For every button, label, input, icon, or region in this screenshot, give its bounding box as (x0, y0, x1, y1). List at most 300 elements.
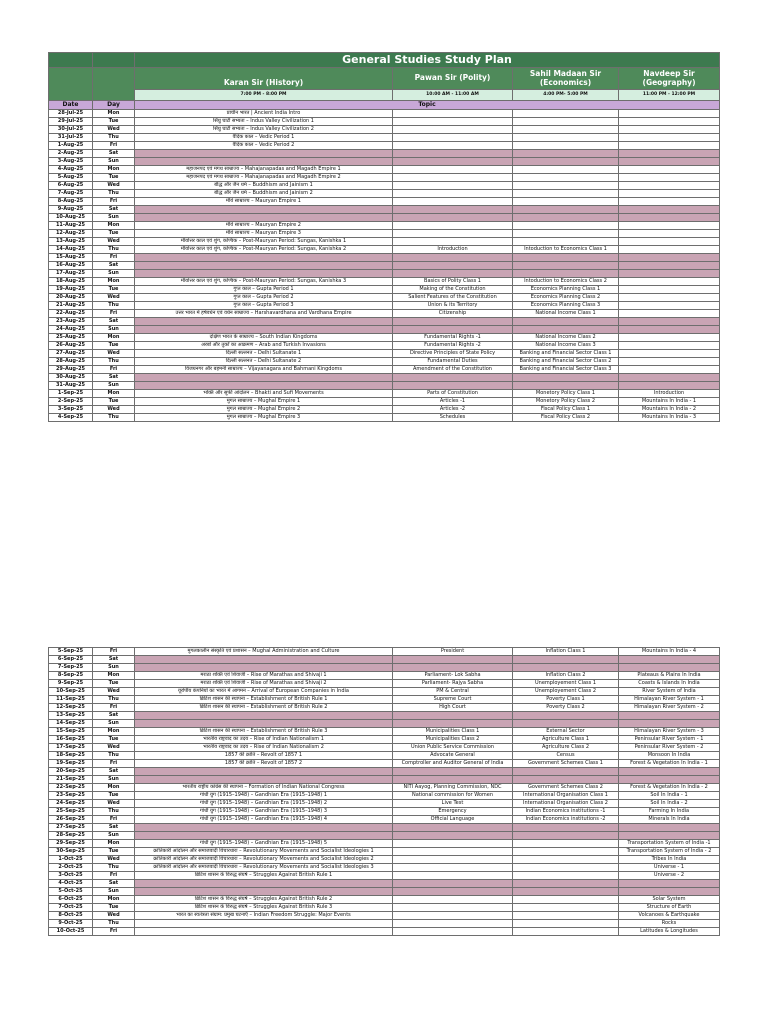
polity-topic-cell: Supreme Court (393, 696, 513, 704)
day-cell: Wed (93, 688, 135, 696)
page-title: General Studies Study Plan (135, 53, 720, 68)
polity-topic-cell (393, 182, 513, 190)
day-cell: Mon (93, 110, 135, 118)
weekend-row (49, 776, 720, 784)
weekend-row (49, 150, 720, 158)
day-cell: Tue (93, 792, 135, 800)
polity-topic-cell (393, 848, 513, 856)
economics-topic-cell (513, 904, 619, 912)
economics-topic-cell (513, 238, 619, 246)
history-topic-cell: गुप्त काल – Gupta Period 3 (135, 302, 393, 310)
history-topic-cell (135, 254, 393, 262)
table-row (49, 238, 720, 246)
polity-topic-cell (393, 270, 513, 278)
table-row (49, 166, 720, 174)
economics-topic-cell (513, 824, 619, 832)
history-topic-cell (135, 664, 393, 672)
economics-topic-cell: Agriculture Class 2 (513, 744, 619, 752)
polity-topic-cell: Municipalities Class 1 (393, 728, 513, 736)
table-row (49, 230, 720, 238)
polity-topic-cell: Articles -2 (393, 406, 513, 414)
polity-topic-cell: Official Language (393, 816, 513, 824)
polity-topic-cell: Advocate General (393, 752, 513, 760)
date-cell: 12-Aug-25 (49, 230, 93, 238)
table-row (49, 680, 720, 688)
day-cell: Wed (93, 406, 135, 414)
geography-topic-cell (619, 334, 720, 342)
table-row (49, 688, 720, 696)
geography-topic-cell (619, 310, 720, 318)
polity-topic-cell: High Court (393, 704, 513, 712)
geography-topic-cell: Structure of Earth (619, 904, 720, 912)
table-row (49, 648, 720, 656)
polity-topic-cell (393, 190, 513, 198)
history-topic-cell (135, 888, 393, 896)
geography-topic-cell (619, 712, 720, 720)
economics-topic-cell: Agriculture Class 1 (513, 736, 619, 744)
date-cell: 1-Sep-25 (49, 390, 93, 398)
table-row (49, 816, 720, 824)
day-cell: Wed (93, 744, 135, 752)
polity-topic-cell (393, 864, 513, 872)
polity-topic-cell (393, 840, 513, 848)
day-cell: Tue (93, 848, 135, 856)
day-cell: Wed (93, 126, 135, 134)
history-topic-cell: भारत का स्वतंत्रता संग्राम: प्रमुख घटनाएँ – Indian Freedom Struggle: Major Events (135, 912, 393, 920)
table-row (49, 696, 720, 704)
geography-topic-cell (619, 664, 720, 672)
day-cell: Sat (93, 880, 135, 888)
history-topic-cell (135, 768, 393, 776)
history-topic-cell: अरबों और तुर्कों का आक्रमण – Arab and Turkish Invasions (135, 342, 393, 350)
polity-topic-cell (393, 880, 513, 888)
economics-topic-cell: International Organisation Class 1 (513, 792, 619, 800)
economics-topic-cell: Inflation Class 2 (513, 672, 619, 680)
day-cell: Wed (93, 294, 135, 302)
table-row (49, 784, 720, 792)
history-topic-cell (135, 928, 393, 936)
table-row (49, 398, 720, 406)
economics-topic-cell (513, 382, 619, 390)
economics-topic-cell (513, 206, 619, 214)
date-cell: 16-Aug-25 (49, 262, 93, 270)
economics-topic-cell (513, 768, 619, 776)
table-row (49, 110, 720, 118)
day-cell: Sat (93, 768, 135, 776)
polity-topic-cell (393, 904, 513, 912)
table-row (49, 134, 720, 142)
polity-topic-cell: Live Test (393, 800, 513, 808)
table-row (49, 704, 720, 712)
table-row (49, 840, 720, 848)
geography-topic-cell (619, 182, 720, 190)
date-cell: 13-Aug-25 (49, 238, 93, 246)
weekend-row (49, 832, 720, 840)
date-cell: 3-Sep-25 (49, 406, 93, 414)
geography-topic-cell: Latitudes & Longitudes (619, 928, 720, 936)
polity-topic-cell (393, 142, 513, 150)
economics-topic-cell (513, 142, 619, 150)
day-column-header: Day (93, 101, 135, 110)
day-cell: Sat (93, 374, 135, 382)
economics-topic-cell (513, 198, 619, 206)
date-cell: 22-Aug-25 (49, 310, 93, 318)
history-topic-cell: गुप्त काल – Gupta Period 2 (135, 294, 393, 302)
geography-time-slot: 11:00 PM - 12:00 PM (619, 90, 720, 101)
geography-topic-cell (619, 198, 720, 206)
day-cell: Fri (93, 198, 135, 206)
polity-topic-cell (393, 110, 513, 118)
day-cell: Thu (93, 246, 135, 254)
economics-topic-cell (513, 864, 619, 872)
table-row (49, 222, 720, 230)
geography-topic-cell (619, 374, 720, 382)
history-topic-cell: ब्रिटिश शासन की स्थापना – Establishment of British Rule 1 (135, 696, 393, 704)
polity-time-slot: 10:00 AM - 11:00 AM (393, 90, 513, 101)
day-cell: Mon (93, 334, 135, 342)
history-topic-cell: प्राचीन भारत | Ancient India Intro (135, 110, 393, 118)
geography-topic-cell (619, 358, 720, 366)
history-topic-cell: महाजनपद एवं मगध साम्राज्य – Mahajanapadas and Magadh Empire 1 (135, 166, 393, 174)
history-topic-cell: दिल्ली सल्तनत – Delhi Sultanate 2 (135, 358, 393, 366)
history-topic-cell: मराठा शक्ति एवं शिवाजी – Rise of Marathas and Shivaji 2 (135, 680, 393, 688)
economics-topic-cell: Banking and Financial Sector Class 1 (513, 350, 619, 358)
date-cell: 18-Aug-25 (49, 278, 93, 286)
economics-topic-cell (513, 880, 619, 888)
weekend-row (49, 262, 720, 270)
day-cell: Thu (93, 190, 135, 198)
day-cell: Mon (93, 166, 135, 174)
day-cell: Mon (93, 840, 135, 848)
table-row (49, 744, 720, 752)
day-cell: Mon (93, 222, 135, 230)
geography-topic-cell: Volcanoes & Earthquake (619, 912, 720, 920)
polity-topic-cell (393, 824, 513, 832)
day-cell: Thu (93, 864, 135, 872)
geography-topic-cell (619, 382, 720, 390)
date-cell: 29-Sep-25 (49, 840, 93, 848)
geography-topic-cell (619, 206, 720, 214)
economics-topic-cell: External Sector (513, 728, 619, 736)
day-cell: Thu (93, 358, 135, 366)
geography-topic-cell (619, 134, 720, 142)
polity-topic-cell: Union Public Service Commission (393, 744, 513, 752)
polity-topic-cell: President (393, 648, 513, 656)
weekend-row (49, 720, 720, 728)
history-topic-cell: भक्ति और सूफी आंदोलन – Bhakti and Sufi Movements (135, 390, 393, 398)
economics-topic-cell: Fiscal Policy Class 2 (513, 414, 619, 422)
day-cell: Sat (93, 206, 135, 214)
geography-topic-cell: Transportation System of India -1 (619, 840, 720, 848)
polity-topic-cell: PM & Central (393, 688, 513, 696)
weekend-row (49, 382, 720, 390)
table-row (49, 118, 720, 126)
history-topic-cell: दिल्ली सल्तनत – Delhi Sultanate 1 (135, 350, 393, 358)
table-row (49, 302, 720, 310)
history-topic-cell: उत्तर भारत में हर्षवर्धन एवं वर्धन साम्राज्य – Harshavardhana and Vardhana Empire (135, 310, 393, 318)
day-cell: Wed (93, 238, 135, 246)
economics-topic-cell: Government Schemes Class 1 (513, 760, 619, 768)
history-topic-cell (135, 270, 393, 278)
table-row (49, 808, 720, 816)
date-cell: 3-Oct-25 (49, 872, 93, 880)
geography-topic-cell: Monsoon In India (619, 752, 720, 760)
economics-topic-cell: National Income Class 2 (513, 334, 619, 342)
date-cell: 20-Sep-25 (49, 768, 93, 776)
history-topic-cell: मौर्य साम्राज्य – Mauryan Empire 2 (135, 222, 393, 230)
economics-topic-cell (513, 920, 619, 928)
geography-topic-cell: Mountains In India - 1 (619, 398, 720, 406)
history-topic-cell: मुगल साम्राज्य – Mughal Empire 1 (135, 398, 393, 406)
economics-topic-cell (513, 856, 619, 864)
date-cell: 24-Aug-25 (49, 326, 93, 334)
polity-topic-cell (393, 326, 513, 334)
history-topic-cell: मौर्य साम्राज्य – Mauryan Empire 3 (135, 230, 393, 238)
day-cell: Sun (93, 720, 135, 728)
date-cell: 1-Aug-25 (49, 142, 93, 150)
geography-topic-cell: Peninsular River System - 1 (619, 736, 720, 744)
economics-topic-cell (513, 214, 619, 222)
table-row (49, 390, 720, 398)
history-topic-cell: मौर्योत्तर काल एवं शुंग, कण्विक – Post-Mauryan Period: Sungas, Kanishka 1 (135, 238, 393, 246)
day-cell: Wed (93, 182, 135, 190)
date-cell: 3-Aug-25 (49, 158, 93, 166)
polity-topic-cell (393, 158, 513, 166)
geography-topic-cell (619, 126, 720, 134)
day-cell: Tue (93, 904, 135, 912)
economics-topic-cell (513, 230, 619, 238)
date-cell: 6-Aug-25 (49, 182, 93, 190)
weekend-row (49, 824, 720, 832)
economics-topic-cell (513, 134, 619, 142)
history-topic-cell: सिंधु घाटी सभ्यता – Indus Valley Civilization 1 (135, 118, 393, 126)
date-cell: 14-Sep-25 (49, 720, 93, 728)
day-cell: Tue (93, 398, 135, 406)
history-topic-cell: ब्रिटिश शासन की स्थापना – Establishment of British Rule 3 (135, 728, 393, 736)
economics-topic-cell (513, 912, 619, 920)
weekend-row (49, 768, 720, 776)
day-cell: Sun (93, 832, 135, 840)
geography-topic-cell (619, 656, 720, 664)
date-cell: 26-Sep-25 (49, 816, 93, 824)
polity-topic-cell (393, 768, 513, 776)
date-cell: 10-Aug-25 (49, 214, 93, 222)
economics-topic-cell (513, 166, 619, 174)
table-row (49, 182, 720, 190)
table-row (49, 672, 720, 680)
day-cell: Sun (93, 270, 135, 278)
geography-topic-cell (619, 350, 720, 358)
polity-topic-cell: Directive Principles of State Policy (393, 350, 513, 358)
geography-topic-cell (619, 832, 720, 840)
day-cell: Sun (93, 214, 135, 222)
polity-topic-cell: Fundamental Duties (393, 358, 513, 366)
table-row (49, 912, 720, 920)
geography-topic-cell (619, 254, 720, 262)
economics-topic-cell: Intoduction to Economics Class 1 (513, 246, 619, 254)
economics-topic-cell: Government Schemes Class 2 (513, 784, 619, 792)
history-topic-cell (135, 824, 393, 832)
weekend-row (49, 318, 720, 326)
history-topic-cell: भारतीय राष्ट्रवाद का उदय – Rise of Indian Nationalism 1 (135, 736, 393, 744)
weekend-row (49, 880, 720, 888)
economics-topic-cell (513, 656, 619, 664)
day-cell: Tue (93, 230, 135, 238)
day-cell: Sun (93, 776, 135, 784)
day-cell: Wed (93, 912, 135, 920)
date-cell: 4-Aug-25 (49, 166, 93, 174)
history-topic-cell: वैदिक काल – Vedic Period 2 (135, 142, 393, 150)
day-cell: Fri (93, 760, 135, 768)
economics-topic-cell: Poverty Class 1 (513, 696, 619, 704)
day-cell: Tue (93, 736, 135, 744)
date-cell: 29-Jul-25 (49, 118, 93, 126)
date-cell: 19-Aug-25 (49, 286, 93, 294)
history-topic-cell (135, 318, 393, 326)
table-row (49, 896, 720, 904)
geography-topic-cell (619, 222, 720, 230)
history-topic-cell: ब्रिटिश शासन के विरुद्ध संघर्ष – Struggles Against British Rule 3 (135, 904, 393, 912)
history-topic-cell (135, 326, 393, 334)
economics-topic-cell (513, 318, 619, 326)
date-cell: 2-Sep-25 (49, 398, 93, 406)
history-topic-cell: बौद्ध और जैन धर्म – Buddhism and Jainism 2 (135, 190, 393, 198)
economics-topic-cell (513, 118, 619, 126)
polity-topic-cell: Fundamental Rights -1 (393, 334, 513, 342)
economics-topic-cell: Census (513, 752, 619, 760)
date-cell: 25-Aug-25 (49, 334, 93, 342)
polity-topic-cell (393, 382, 513, 390)
date-cell: 30-Jul-25 (49, 126, 93, 134)
economics-topic-cell (513, 110, 619, 118)
day-cell: Sat (93, 712, 135, 720)
day-cell: Tue (93, 174, 135, 182)
date-cell: 27-Aug-25 (49, 350, 93, 358)
topic-column-header: Topic (135, 101, 720, 110)
geography-topic-cell (619, 246, 720, 254)
day-cell: Sat (93, 262, 135, 270)
day-cell: Thu (93, 752, 135, 760)
history-topic-cell: मुगल साम्राज्य – Mughal Empire 2 (135, 406, 393, 414)
polity-topic-cell (393, 928, 513, 936)
day-cell: Sun (93, 888, 135, 896)
table-row (49, 728, 720, 736)
table-row (49, 358, 720, 366)
polity-topic-cell (393, 230, 513, 238)
polity-topic-cell (393, 896, 513, 904)
geography-topic-cell (619, 110, 720, 118)
day-cell: Tue (93, 342, 135, 350)
date-cell: 29-Aug-25 (49, 366, 93, 374)
day-cell: Sun (93, 326, 135, 334)
history-topic-cell: क्रांतिकारी आंदोलन और समाजवादी विचारधारा – Revolutionary Movements and Socialist Ideologies 1 (135, 848, 393, 856)
polity-topic-cell (393, 150, 513, 158)
teacher-geography-header: Navdeep Sir (Geography) (619, 68, 720, 90)
economics-topic-cell: Banking and Financial Sector Class 3 (513, 366, 619, 374)
economics-topic-cell: Unemployement Class 2 (513, 688, 619, 696)
table-row (49, 286, 720, 294)
polity-topic-cell (393, 872, 513, 880)
economics-topic-cell: National Income Class 1 (513, 310, 619, 318)
geography-topic-cell (619, 326, 720, 334)
table-row (49, 752, 720, 760)
table-row (49, 928, 720, 936)
economics-topic-cell (513, 158, 619, 166)
day-cell: Sun (93, 664, 135, 672)
geography-topic-cell (619, 238, 720, 246)
date-cell: 5-Oct-25 (49, 888, 93, 896)
day-cell: Mon (93, 278, 135, 286)
table-row (49, 856, 720, 864)
geography-topic-cell (619, 888, 720, 896)
date-cell: 30-Aug-25 (49, 374, 93, 382)
day-cell: Mon (93, 672, 135, 680)
date-cell: 28-Jul-25 (49, 110, 93, 118)
day-cell: Fri (93, 648, 135, 656)
history-topic-cell: मराठा शक्ति एवं शिवाजी – Rise of Marathas and Shivaji 1 (135, 672, 393, 680)
history-topic-cell: 1857 की क्रांति – Revolt of 1857 2 (135, 760, 393, 768)
geography-topic-cell (619, 302, 720, 310)
geography-topic-cell: Soil In India - 2 (619, 800, 720, 808)
geography-topic-cell: Soil In India - 1 (619, 792, 720, 800)
history-topic-cell: दक्षिण भारत के साम्राज्य – South Indian Kingdoms (135, 334, 393, 342)
polity-topic-cell: Basics of Polity Class 1 (393, 278, 513, 286)
geography-topic-cell: Coasts & Islands In India (619, 680, 720, 688)
date-cell: 10-Oct-25 (49, 928, 93, 936)
geography-topic-cell: Universe - 2 (619, 872, 720, 880)
geography-topic-cell (619, 768, 720, 776)
economics-topic-cell (513, 832, 619, 840)
economics-topic-cell (513, 222, 619, 230)
economics-topic-cell: Inflation Class 1 (513, 648, 619, 656)
geography-topic-cell (619, 166, 720, 174)
history-topic-cell: सिंधु घाटी सभ्यता – Indus Valley Civilization 2 (135, 126, 393, 134)
history-topic-cell: महाजनपद एवं मगध साम्राज्य – Mahajanapadas and Magadh Empire 2 (135, 174, 393, 182)
history-topic-cell (135, 920, 393, 928)
history-topic-cell: गांधी युग (1915–1948) – Gandhian Era (1915–1948) 1 (135, 792, 393, 800)
date-cell: 6-Sep-25 (49, 656, 93, 664)
geography-topic-cell: Himalayan River System - 1 (619, 696, 720, 704)
history-topic-cell (135, 382, 393, 390)
table-row (49, 872, 720, 880)
table-row (49, 800, 720, 808)
history-topic-cell: ब्रिटिश शासन की स्थापना – Establishment of British Rule 2 (135, 704, 393, 712)
day-cell: Tue (93, 118, 135, 126)
table-row (49, 294, 720, 302)
date-cell: 17-Sep-25 (49, 744, 93, 752)
history-topic-cell: गांधी युग (1915–1948) – Gandhian Era (1915–1948) 5 (135, 840, 393, 848)
date-column-header: Date (49, 101, 93, 110)
history-topic-cell: विजयनगर और बहमनी साम्राज्य – Vijayanagara and Bahmani Kingdoms (135, 366, 393, 374)
polity-topic-cell (393, 134, 513, 142)
table-row (49, 760, 720, 768)
polity-topic-cell (393, 118, 513, 126)
date-cell: 31-Aug-25 (49, 382, 93, 390)
date-cell: 1-Oct-25 (49, 856, 93, 864)
date-cell: 2-Oct-25 (49, 864, 93, 872)
economics-topic-cell (513, 262, 619, 270)
polity-topic-cell (393, 888, 513, 896)
history-topic-cell (135, 262, 393, 270)
date-cell: 26-Aug-25 (49, 342, 93, 350)
day-cell: Mon (93, 390, 135, 398)
date-cell: 19-Sep-25 (49, 760, 93, 768)
weekend-row (49, 326, 720, 334)
table-row (49, 736, 720, 744)
economics-topic-cell (513, 872, 619, 880)
polity-topic-cell (393, 254, 513, 262)
geography-topic-cell: Forest & Vegetation In India - 2 (619, 784, 720, 792)
